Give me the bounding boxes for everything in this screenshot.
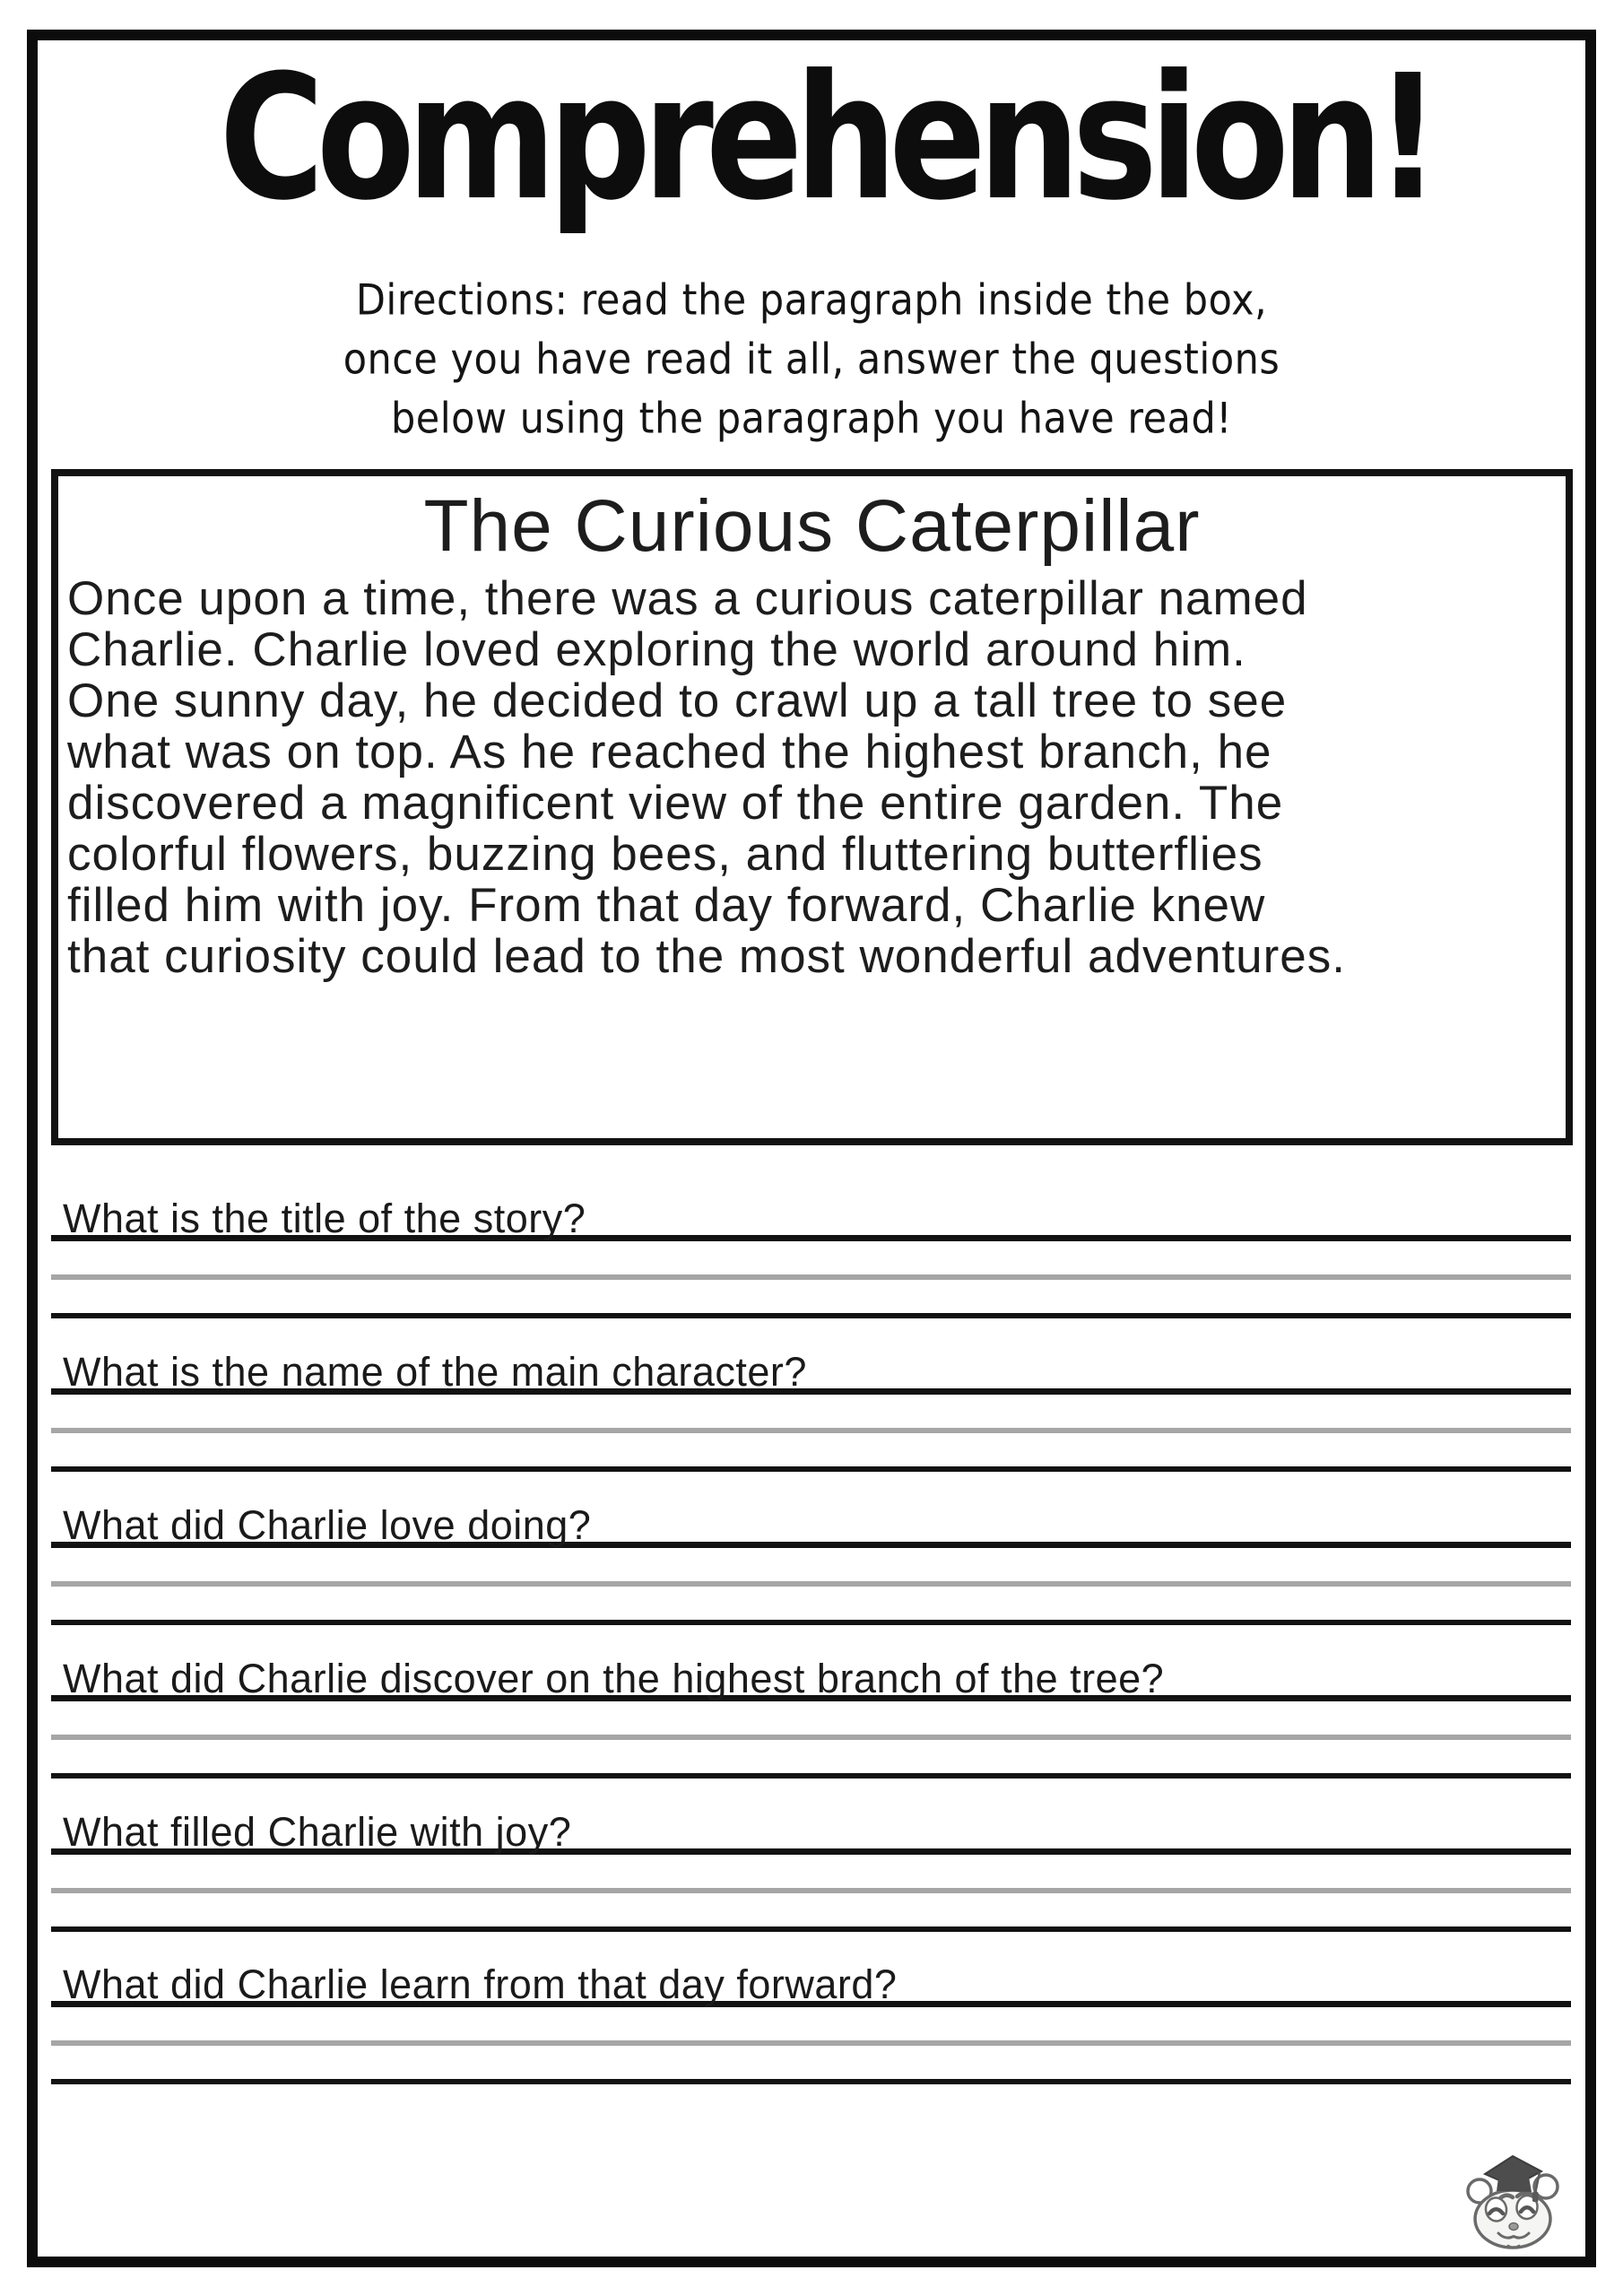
question-text: What is the title of the story? (51, 1196, 1571, 1241)
question-block (51, 1810, 1571, 1932)
question-block (51, 1196, 1571, 1318)
answer-line (51, 1773, 1571, 1779)
page-title: Comprehension! (219, 37, 1433, 239)
directions-text (27, 271, 1596, 448)
answer-line (51, 1735, 1571, 1740)
story-title: The Curious Caterpillar (423, 485, 1201, 567)
question-text: What did Charlie love doing? (51, 1503, 1571, 1548)
story-line: filled him with joy. From that day forward, Charlie knew (67, 879, 1266, 932)
question-block (51, 1962, 1571, 2084)
answer-line (51, 1428, 1571, 1433)
question-text: What did Charlie learn from that day forward? (51, 1962, 1571, 2007)
directions-line: below using the paragraph you have read! (390, 394, 1233, 444)
question-block (51, 1657, 1571, 1779)
directions-line: Directions: read the paragraph inside the box, (355, 275, 1268, 326)
answer-line (51, 1313, 1571, 1318)
story-line: discovered a magnificent view of the entire garden. The (67, 777, 1284, 830)
answer-line (51, 1581, 1571, 1587)
story-line: colorful flowers, buzzing bees, and fluttering butterflies (67, 828, 1263, 881)
question-block (51, 1350, 1571, 1472)
story-line: Charlie. Charlie loved exploring the world around him. (67, 623, 1246, 676)
question-block (51, 1503, 1571, 1625)
story-line: One sunny day, he decided to crawl up a tall tree to see (67, 674, 1288, 727)
question-text: What is the name of the main character? (51, 1350, 1571, 1395)
story-line: that curiosity could lead to the most wonderful adventures. (67, 930, 1346, 983)
answer-line (51, 1274, 1571, 1280)
answer-line (51, 2040, 1571, 2046)
answer-line (51, 1466, 1571, 1472)
answer-line (51, 2079, 1571, 2084)
answer-line (51, 1620, 1571, 1625)
question-text: What did Charlie discover on the highest branch of the tree? (51, 1657, 1571, 1701)
answer-line (51, 1888, 1571, 1893)
directions-line: once you have read it all, answer the questions (343, 335, 1280, 385)
story-box (51, 469, 1573, 1145)
graduate-panda-icon (1457, 2144, 1574, 2256)
story-line: Once upon a time, there was a curious caterpillar named (67, 572, 1308, 625)
story-paragraph (58, 573, 1566, 982)
story-line: what was on top. As he reached the highest branch, he (67, 726, 1272, 778)
question-text: What filled Charlie with joy? (51, 1810, 1571, 1855)
answer-line (51, 1926, 1571, 1932)
